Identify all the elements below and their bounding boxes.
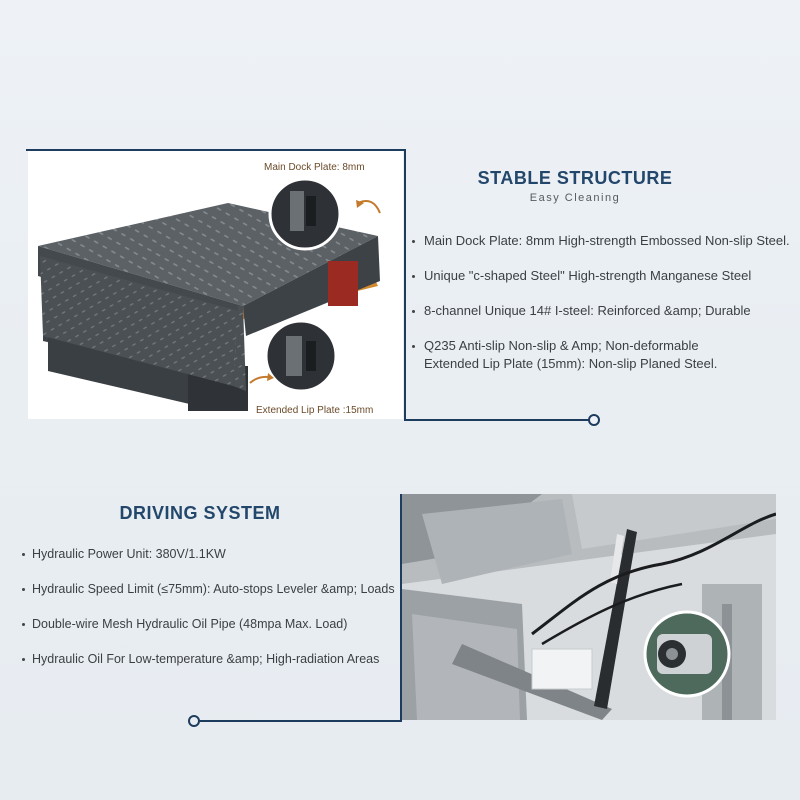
list-item [22,650,402,668]
driving-system-heading: DRIVING SYSTEM [119,503,281,523]
section1-frame-endpoint-dot [588,414,600,426]
section1-frame-right-line [404,149,406,421]
list-item [22,580,402,598]
feature-text: Double-wire Mesh Hydraulic Oil Pipe (48mpa Max. Load) [32,617,348,631]
bullet-dot-icon [412,345,415,348]
feature-text: Hydraulic Power Unit: 380V/1.1KW [32,547,226,561]
driving-system-feature-list [22,545,402,685]
section1-frame-bottom-line [404,419,590,421]
extended-lip-plate-label: Extended Lip Plate :15mm [256,405,374,416]
feature-text: 8-channel Unique 14# I-steel: Reinforced &amp; Durable [424,303,751,318]
bullet-dot-icon [22,588,25,591]
list-item [22,615,402,633]
hydraulic-system-illustration [402,494,776,720]
bullet-dot-icon [22,623,25,626]
bullet-dot-icon [412,240,415,243]
bullet-dot-icon [412,275,415,278]
feature-text: Hydraulic Oil For Low-temperature &amp; High-radiation Areas [32,652,380,666]
list-item [412,337,792,373]
feature-text: Q235 Anti-slip Non-slip & Amp; Non-deformable [424,338,699,353]
hydraulic-system-photo [402,494,776,720]
feature-text: Hydraulic Speed Limit (≤75mm): Auto-stops Leveler &amp; Loads [32,582,395,596]
list-item [412,302,792,320]
list-item [412,267,792,285]
list-item [22,545,402,563]
list-item [412,232,792,250]
feature-text: Main Dock Plate: 8mm High-strength Embossed Non-slip Steel. [424,233,790,248]
section2-frame-bottom-line [198,720,402,722]
feature-text: Unique "c-shaped Steel" High-strength Manganese Steel [424,268,752,283]
dock-leveler-illustration [28,151,403,419]
feature-text-continuation: Extended Lip Plate (15mm): Non-slip Planed Steel. [424,356,718,371]
dock-leveler-product-image [28,151,403,419]
bullet-dot-icon [22,658,25,661]
stable-structure-feature-list [412,232,792,390]
main-dock-plate-label: Main Dock Plate: 8mm [264,162,365,173]
bullet-dot-icon [412,310,415,313]
stable-structure-heading: STABLE STRUCTURE [477,168,673,188]
stable-structure-subheading: Easy Cleaning [529,192,621,204]
bullet-dot-icon [22,553,25,556]
